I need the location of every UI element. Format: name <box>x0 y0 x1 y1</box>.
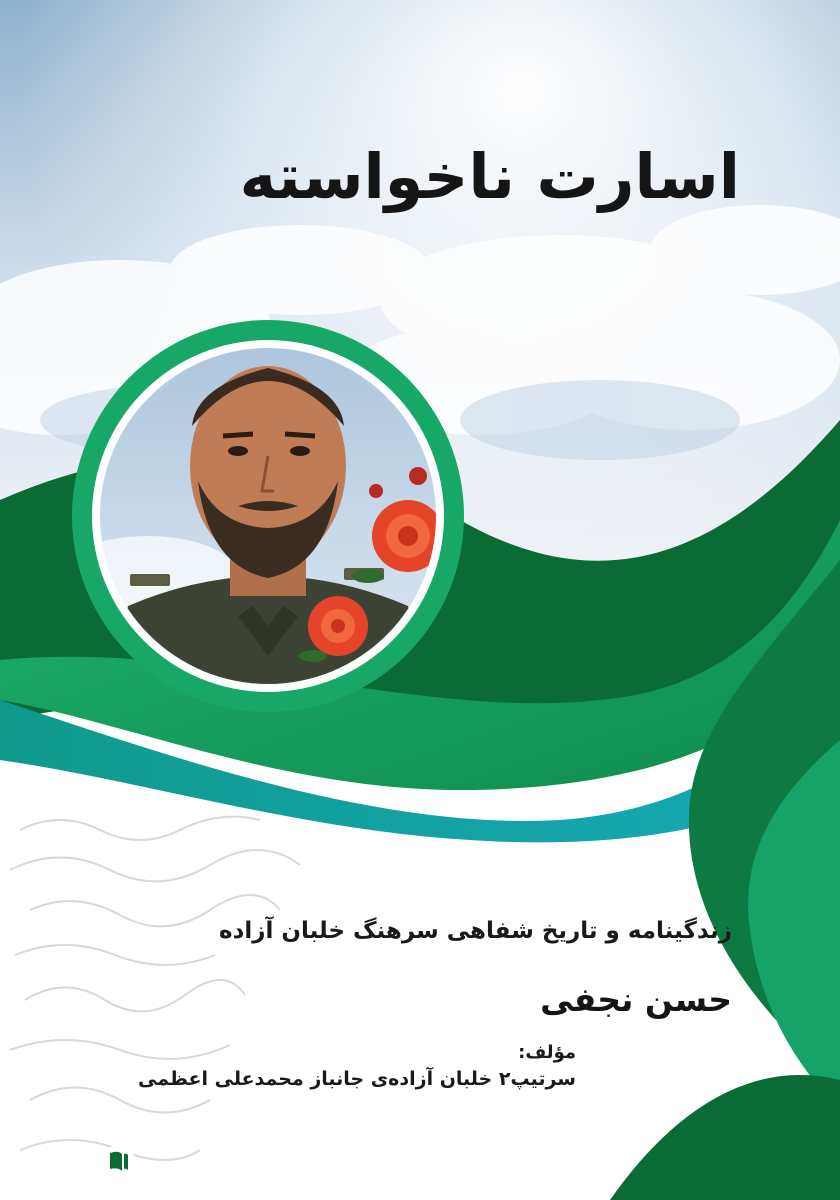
author-name: سرتیپ۲ خلبان آزاده‌ی جانباز محمدعلی اعظمی <box>138 1068 576 1090</box>
subject-name: حسن نجفی <box>540 980 732 1019</box>
book-title: اسارت ناخواسته <box>239 140 740 213</box>
author-label: مؤلف: <box>518 1042 576 1063</box>
publisher-name: کتابراه <box>38 1152 95 1172</box>
author-portrait <box>68 316 468 716</box>
book-subtitle: زندگینامه و تاریخ شفاهی سرهنگ خلبان آزاده <box>218 918 732 944</box>
portrait-photo <box>68 316 468 716</box>
publisher-logo <box>38 1142 136 1182</box>
book-logo-icon <box>100 1144 136 1180</box>
